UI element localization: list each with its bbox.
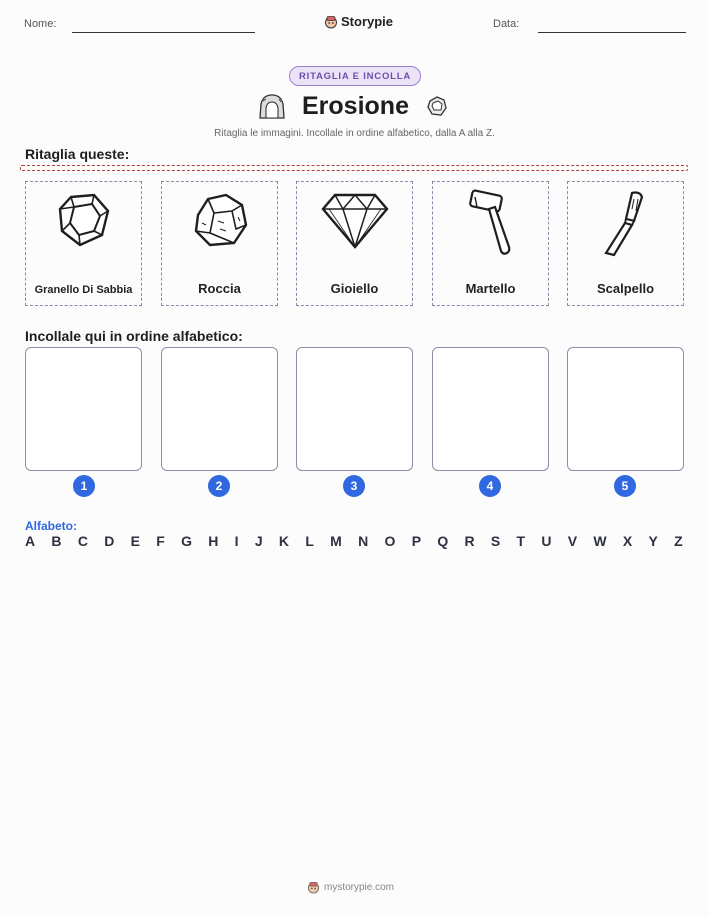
order-number-3: 3 — [343, 475, 365, 497]
alphabet-letter: V — [567, 533, 578, 549]
alphabet-letter: R — [464, 533, 475, 549]
date-label: Data: — [493, 18, 520, 30]
card-label: Gioiello — [330, 281, 379, 296]
alphabet-letter: J — [254, 533, 263, 549]
card-label: Granello Di Sabbia — [34, 284, 133, 296]
alphabet-letter: S — [490, 533, 501, 549]
cut-card-rock[interactable] — [161, 181, 278, 306]
alphabet-letter: U — [541, 533, 552, 549]
paste-box-5[interactable] — [567, 347, 684, 471]
alphabet-letter: B — [51, 533, 62, 549]
footer-url[interactable]: mystorypie.com — [324, 882, 395, 893]
alphabet-letter: T — [516, 533, 526, 549]
paste-box-2[interactable] — [161, 347, 278, 471]
stone-icon — [425, 94, 449, 118]
paste-box-4[interactable] — [432, 347, 549, 471]
storypie-mascot-icon — [307, 881, 320, 894]
instructions: Ritaglia le immagini. Incollale in ordine alfabetico, dalla A alla Z. — [214, 128, 495, 139]
alphabet-letter: O — [384, 533, 396, 549]
alphabet-label: Alfabeto: — [25, 519, 77, 533]
paste-section-heading: Incollale qui in ordine alfabetico: — [25, 328, 243, 344]
alphabet-letter: Y — [648, 533, 658, 549]
chisel-icon — [596, 189, 656, 261]
gem-icon — [321, 189, 389, 249]
footer — [307, 881, 394, 894]
sand-grain-icon — [54, 189, 114, 249]
brand-name: Storypie — [341, 14, 394, 29]
alphabet-row — [25, 533, 683, 549]
cut-card-sand-grain[interactable] — [25, 181, 142, 306]
alphabet-letter: D — [104, 533, 115, 549]
card-label: Roccia — [198, 281, 241, 296]
order-number-4: 4 — [479, 475, 501, 497]
alphabet-letter: H — [208, 533, 219, 549]
name-label: Nome: — [24, 18, 57, 30]
brand-logo — [324, 14, 393, 29]
card-label: Scalpello — [596, 281, 655, 296]
alphabet-letter: L — [305, 533, 314, 549]
order-number-1: 1 — [73, 475, 95, 497]
alphabet-letter: X — [622, 533, 633, 549]
page-title: Erosione — [302, 92, 409, 120]
paste-box-1[interactable] — [25, 347, 142, 471]
alphabet-letter: I — [234, 533, 239, 549]
cut-line — [20, 165, 688, 171]
alphabet-letter: Q — [437, 533, 449, 549]
alphabet-letter: M — [330, 533, 342, 549]
alphabet-letter: W — [593, 533, 607, 549]
paste-box-3[interactable] — [296, 347, 413, 471]
cut-section-heading: Ritaglia queste: — [25, 146, 130, 162]
alphabet-letter: F — [156, 533, 165, 549]
rock-icon — [190, 189, 250, 249]
cut-card-chisel[interactable] — [567, 181, 684, 306]
alphabet-letter: C — [77, 533, 88, 549]
alphabet-letter: P — [411, 533, 422, 549]
activity-badge: RITAGLIA E INCOLLA — [289, 66, 421, 86]
alphabet-letter: Z — [674, 533, 683, 549]
alphabet-letter: A — [25, 533, 36, 549]
order-number-5: 5 — [614, 475, 636, 497]
card-label: Martello — [465, 281, 516, 296]
hammer-icon — [461, 189, 521, 259]
alphabet-letter: N — [358, 533, 369, 549]
name-field-line[interactable] — [72, 32, 255, 33]
order-number-2: 2 — [208, 475, 230, 497]
cut-card-gem[interactable] — [296, 181, 413, 306]
cut-card-hammer[interactable] — [432, 181, 549, 306]
storypie-mascot-icon — [324, 15, 338, 29]
alphabet-letter: E — [130, 533, 140, 549]
cave-arch-icon — [257, 92, 287, 120]
alphabet-letter: K — [278, 533, 290, 549]
date-field-line[interactable] — [538, 32, 686, 33]
alphabet-letter: G — [181, 533, 192, 549]
